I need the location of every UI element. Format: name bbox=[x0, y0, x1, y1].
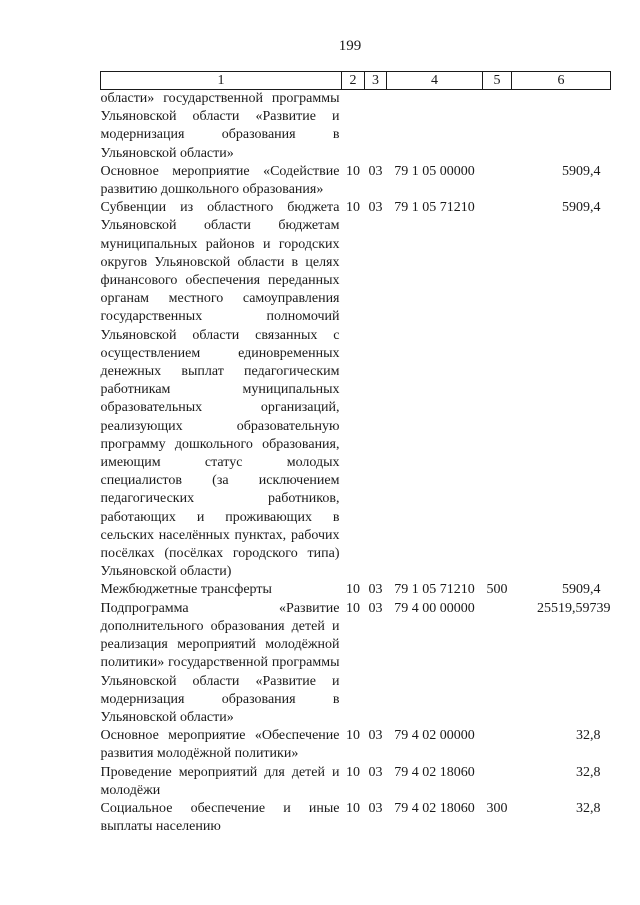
row-name: Межбюджетные трансферты bbox=[100, 582, 272, 598]
row-subsection: 03 bbox=[368, 163, 383, 179]
header-col-6: 6 bbox=[512, 72, 611, 90]
row-target-code: 79 4 02 18060 bbox=[394, 764, 475, 780]
row-subsection: 03 bbox=[368, 600, 383, 616]
header-col-5: 5 bbox=[483, 72, 512, 90]
row-section: 10 bbox=[346, 582, 360, 598]
row-section: 10 bbox=[346, 800, 360, 816]
row-target-code: 79 1 05 71210 bbox=[394, 200, 475, 216]
row-amount bbox=[512, 90, 611, 163]
table-row bbox=[101, 764, 611, 800]
row-name: области» государственной программы Ульяновской области «Развитие и модернизация образования в Ульяновской области» bbox=[100, 91, 340, 161]
row-subsection: 03 bbox=[368, 764, 383, 780]
table-header-row bbox=[101, 72, 611, 90]
row-section bbox=[342, 90, 365, 163]
row-expense-type bbox=[483, 163, 512, 199]
row-amount: 25519,59739 bbox=[537, 600, 611, 616]
row-target-code: 79 1 05 71210 bbox=[394, 582, 475, 598]
row-amount: 5909,4 bbox=[562, 582, 601, 598]
table-row bbox=[101, 581, 611, 599]
row-target-code: 79 1 05 00000 bbox=[394, 163, 475, 179]
row-amount: 5909,4 bbox=[562, 163, 601, 179]
row-subsection: 03 bbox=[368, 728, 383, 744]
row-name: Основное мероприятие «Обеспечение развития молодёжной политики» bbox=[100, 728, 340, 762]
row-name: Проведение мероприятий для детей и молодёжи bbox=[100, 764, 340, 798]
row-subsection: 03 bbox=[368, 200, 383, 216]
table-row bbox=[101, 90, 611, 163]
row-expense-type bbox=[483, 727, 512, 763]
row-target-code: 79 4 02 00000 bbox=[394, 728, 475, 744]
header-col-2: 2 bbox=[342, 72, 365, 90]
table-row bbox=[101, 600, 611, 727]
row-section: 10 bbox=[346, 163, 360, 179]
row-expense-type: 300 bbox=[486, 800, 508, 816]
row-section: 10 bbox=[346, 200, 360, 216]
row-target-code bbox=[387, 90, 483, 163]
budget-table bbox=[100, 71, 611, 836]
row-amount: 32,8 bbox=[576, 800, 601, 816]
row-section: 10 bbox=[346, 764, 360, 780]
row-expense-type bbox=[483, 764, 512, 800]
row-name: Основное мероприятие «Содействие развитию дошкольного образования» bbox=[100, 163, 340, 198]
header-col-1: 1 bbox=[101, 72, 342, 90]
row-subsection: 03 bbox=[368, 582, 383, 598]
row-subsection bbox=[365, 90, 387, 163]
row-target-code: 79 4 02 18060 bbox=[394, 800, 475, 816]
row-amount: 5909,4 bbox=[562, 200, 601, 216]
table-row bbox=[101, 199, 611, 581]
row-section: 10 bbox=[346, 728, 360, 744]
row-expense-type: 500 bbox=[486, 582, 508, 598]
row-expense-type bbox=[483, 90, 512, 163]
page-number: 199 bbox=[338, 38, 362, 54]
header-col-4: 4 bbox=[387, 72, 483, 90]
row-amount: 32,8 bbox=[576, 728, 601, 744]
row-target-code: 79 4 00 00000 bbox=[394, 600, 475, 616]
header-col-3: 3 bbox=[365, 72, 387, 90]
row-name: Социальное обеспечение и иные выплаты населению bbox=[100, 800, 340, 835]
row-expense-type bbox=[483, 199, 512, 581]
row-amount: 32,8 bbox=[576, 764, 601, 780]
row-subsection: 03 bbox=[368, 800, 383, 816]
table-row bbox=[101, 727, 611, 763]
table-row bbox=[101, 800, 611, 836]
table-row bbox=[101, 163, 611, 199]
row-section: 10 bbox=[346, 600, 360, 616]
row-name: Субвенции из областного бюджета Ульяновской области бюджетам муниципальных районов и городских округов Ульяновской области в целях финансового обеспечения переданных органам местного самоуправления государственных полномочий Ульяновской области связанных с осуществлением единовременных денежных выплат педагогическим работникам муниципальных образовательных организаций, реализующих образовательную программу дошкольного образования, имеющим статус молодых специалистов (за исключением педагогических работников, работающих и проживающих в сельских населённых пунктах, рабочих посёлках (посёлках городского типа) Ульяновской области) bbox=[100, 200, 340, 580]
row-expense-type bbox=[483, 600, 512, 727]
row-name: Подпрограмма «Развитие дополнительного образования детей и реализация мероприятий молодёжной политики» государственной программы Ульяновской области «Развитие и модернизация образования в Ульяновской области» bbox=[100, 600, 340, 725]
